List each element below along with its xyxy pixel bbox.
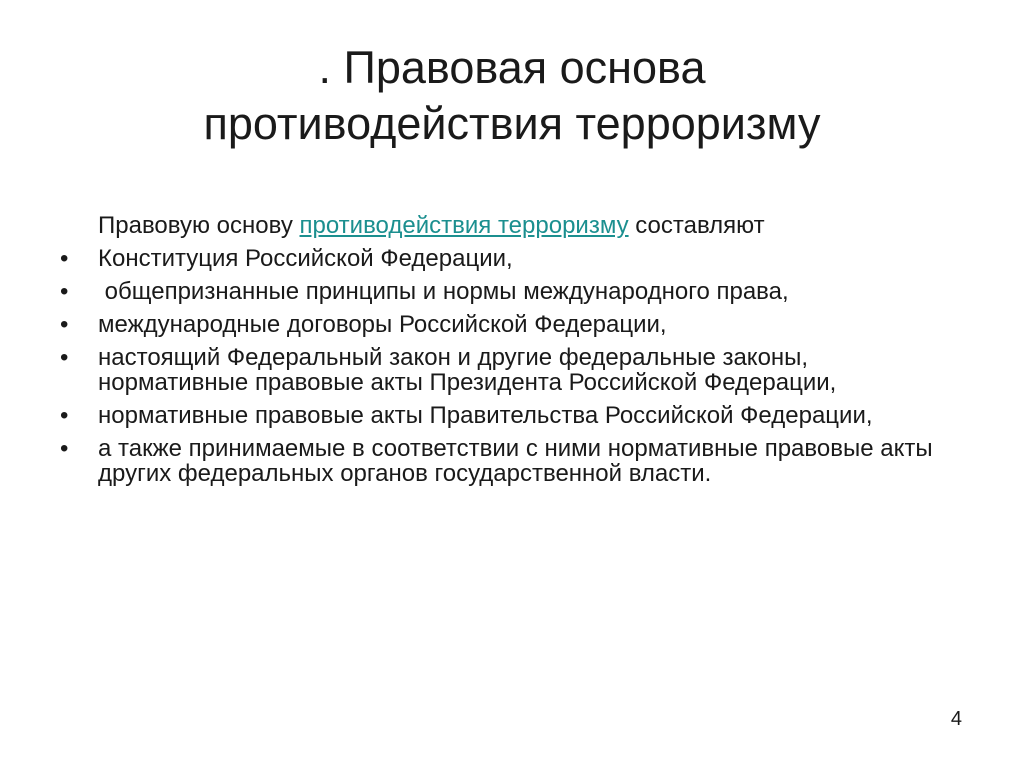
list-item-text: международные договоры Российской Федерации,	[98, 311, 667, 338]
page-number: 4	[950, 708, 962, 730]
list-item	[60, 312, 950, 337]
bullet-icon: •	[60, 402, 69, 429]
slide-title-line-2: противодействия терроризму	[203, 98, 821, 149]
bullet-icon: •	[60, 344, 69, 371]
intro-paragraph	[60, 213, 950, 238]
intro-link[interactable]: противодействия терроризму	[299, 212, 629, 239]
list-item	[60, 246, 950, 271]
slide-title	[80, 40, 944, 152]
bullet-icon: •	[60, 245, 69, 272]
list-item	[60, 345, 950, 395]
bullet-icon: •	[60, 311, 69, 338]
bullet-icon: •	[60, 278, 69, 305]
bullet-icon: •	[60, 435, 69, 462]
bullet-list	[60, 246, 950, 486]
intro-text-before: Правовую основу	[98, 212, 300, 239]
list-item	[60, 436, 950, 486]
list-item-text: общепризнанные принципы и нормы международного права,	[98, 278, 789, 305]
list-item-text: настоящий Федеральный закон и другие федеральные законы, нормативные правовые акты Президента Российской Федерации,	[98, 344, 837, 396]
slide-content	[60, 213, 950, 494]
slide-title-line-1: . Правовая основа	[318, 42, 706, 93]
intro-text-after: составляют	[628, 212, 765, 239]
list-item	[60, 279, 950, 304]
list-item	[60, 403, 950, 428]
list-item-text: Конституция Российской Федерации,	[98, 245, 513, 272]
list-item-text: нормативные правовые акты Правительства Российской Федерации,	[98, 402, 873, 429]
list-item-text: а также принимаемые в соответствии с ними нормативные правовые акты других федеральных органов государственной власти.	[98, 435, 933, 487]
